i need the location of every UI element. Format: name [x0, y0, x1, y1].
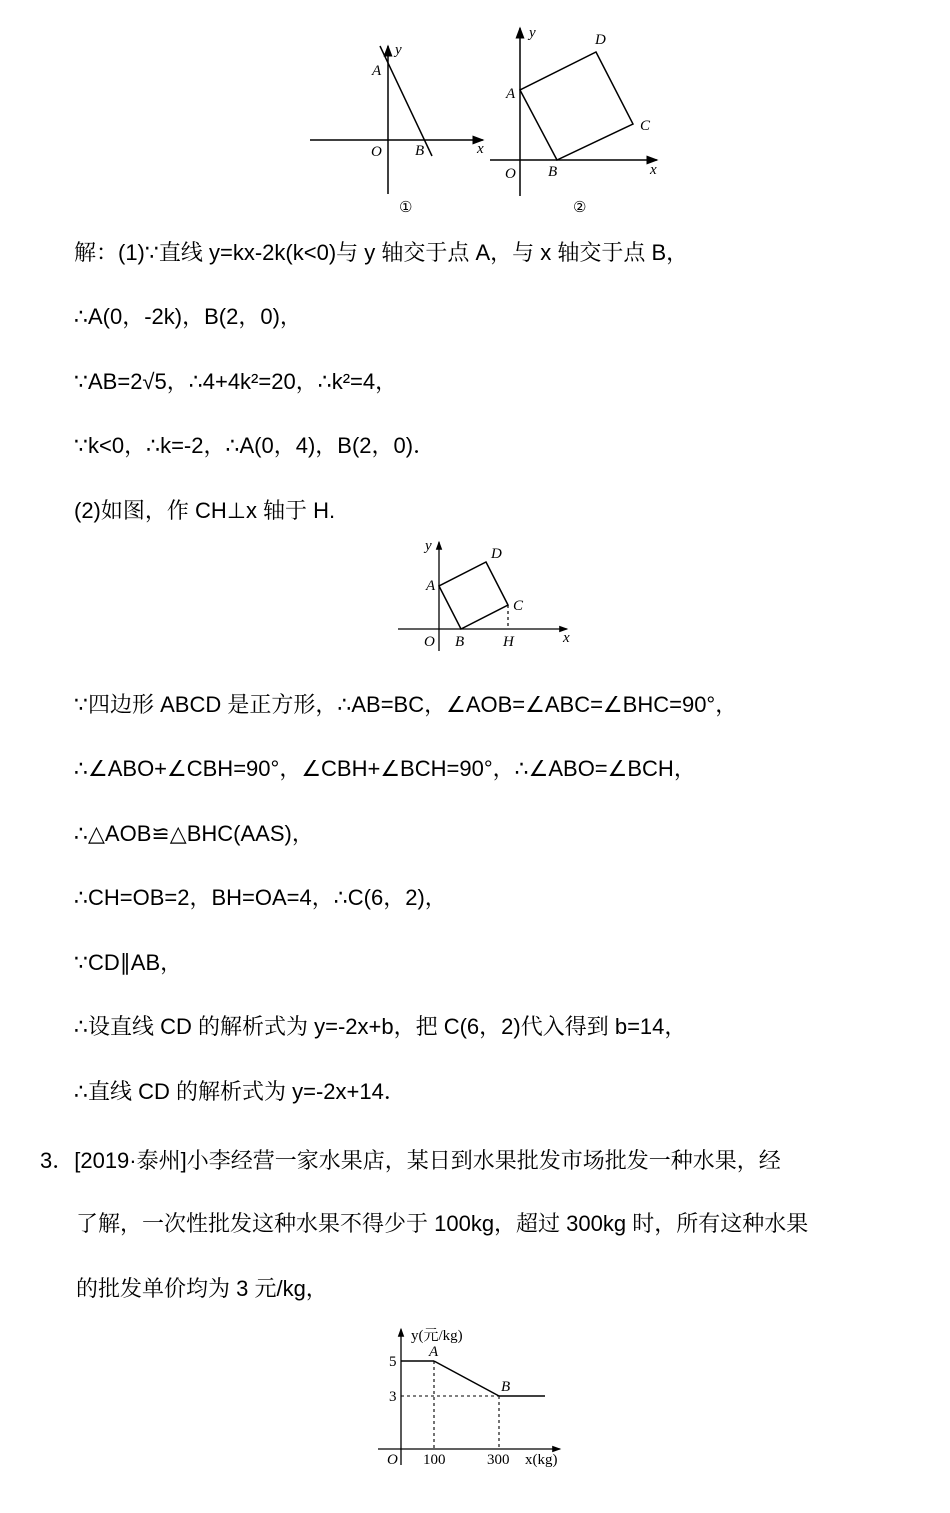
problem-3-line-2: 了解，一次性批发这种水果不得少于 100kg，超过 300kg 时，所有这种水果 [76, 1211, 809, 1236]
origin-label: O [371, 144, 382, 160]
figure-1 [305, 38, 490, 218]
solution-line-4: ∵k<0，∴k=-2，∴A(0，4)，B(2，0)． [74, 433, 436, 458]
x-axis-label: x [563, 630, 570, 646]
y-axis-label: y [425, 538, 432, 554]
origin-label: O [505, 166, 516, 182]
y-axis-label: y [529, 25, 536, 41]
x-axis-label: x [477, 141, 484, 157]
problem-3-line-1: 3．[2019·泰州]小李经营一家水果店，某日到水果批发市场批发一种水果，经 [40, 1148, 781, 1173]
figure-3 [395, 536, 580, 656]
solution-line-7: ∴∠ABO+∠CBH=90°，∠CBH+∠BCH=90°，∴∠ABO=∠BCH， [74, 756, 696, 781]
point-b-label: B [455, 634, 465, 650]
y-tick-5: 5 [389, 1354, 397, 1370]
solution-line-10: ∵CD∥AB， [74, 950, 183, 975]
figure-1-caption: ① [399, 200, 413, 216]
x-tick-100: 100 [423, 1452, 446, 1468]
solution-line-3: ∵AB=2√5，∴4+4k²=20，∴k²=4， [74, 369, 398, 394]
point-a-label: A [506, 86, 516, 102]
point-c-label: C [513, 598, 524, 614]
origin-label: O [424, 634, 435, 650]
point-b-label: B [501, 1379, 511, 1395]
solution-line-12: ∴直线 CD 的解析式为 y=-2x+14． [74, 1079, 406, 1104]
figure-2 [485, 22, 670, 218]
figure-2-caption: ② [573, 200, 587, 216]
square-abcd [439, 562, 508, 629]
solution-line-1: 解：(1)∵直线 y=kx-2k(k<0)与 y 轴交于点 A，与 x 轴交于点 B， [74, 240, 689, 265]
problem-3-line-3: 的批发单价均为 3 元/kg， [76, 1276, 328, 1301]
solution-line-8: ∴△AOB≌△BHC(AAS)， [74, 821, 314, 846]
point-h-label: H [503, 634, 514, 650]
origin-label: O [387, 1452, 398, 1468]
point-c-label: C [640, 118, 651, 134]
y-axis-label: y(元/kg) [411, 1328, 463, 1344]
x-axis-label: x(kg) [525, 1452, 558, 1468]
solution-line-11: ∴设直线 CD 的解析式为 y=-2x+b，把 C(6，2)代入得到 b=14， [74, 1014, 687, 1039]
y-tick-3: 3 [389, 1389, 397, 1405]
segment-a-b [434, 1361, 499, 1396]
solution-line-5: (2)如图，作 CH⊥x 轴于 H. [74, 498, 336, 523]
point-d-label: D [491, 546, 502, 562]
x-tick-300: 300 [487, 1452, 510, 1468]
x-axis-label: x [650, 162, 657, 178]
solution-line-9: ∴CH=OB=2，BH=OA=4，∴C(6，2)， [74, 885, 447, 910]
solution-line-2: ∴A(0，-2k)，B(2，0)， [74, 304, 302, 329]
point-a-label: A [429, 1344, 439, 1360]
point-b-label: B [415, 143, 425, 159]
square-abcd [520, 52, 633, 160]
solution-line-6: ∵四边形 ABCD 是正方形，∴AB=BC，∠AOB=∠ABC=∠BHC=90°， [74, 692, 738, 717]
figure-4 [375, 1325, 575, 1475]
point-d-label: D [595, 32, 606, 48]
point-a-label: A [372, 63, 382, 79]
y-axis-label: y [395, 42, 402, 58]
point-a-label: A [426, 578, 436, 594]
point-b-label: B [548, 164, 558, 180]
